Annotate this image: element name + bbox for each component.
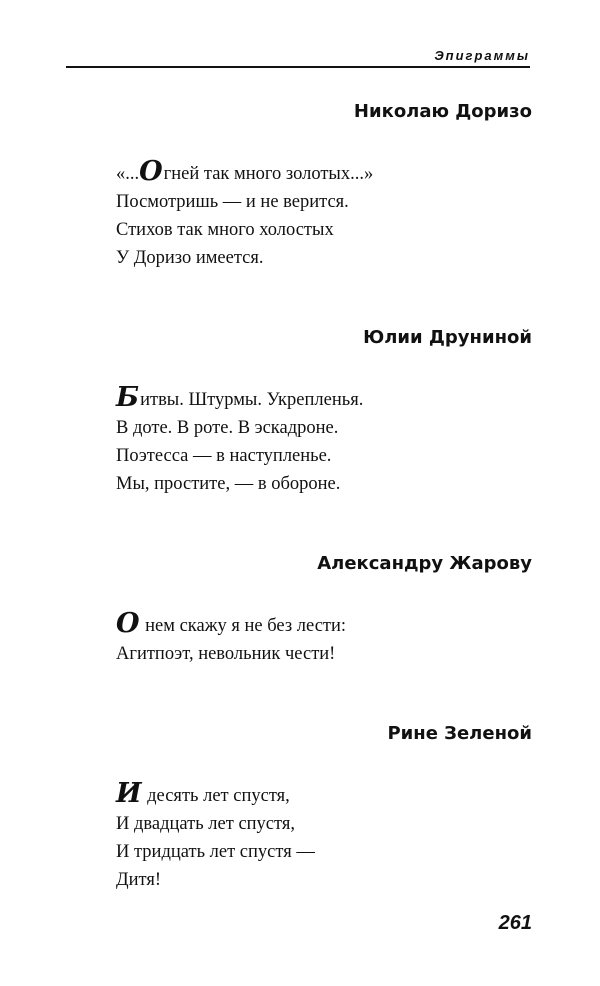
- poem-line-rest: итвы. Штурмы. Укрепленья.: [140, 390, 364, 410]
- poem-prefix: «...: [116, 164, 140, 184]
- drop-cap: И: [116, 778, 142, 809]
- poem-line: И тридцать лет спустя —: [116, 842, 315, 862]
- poem-line: Посмотришь — и не верится.: [116, 192, 349, 212]
- poem-line-rest: нем скажу я не без лести:: [140, 616, 347, 636]
- poem-line: И двадцать лет спустя,: [116, 814, 295, 834]
- poem-line-rest: десять лет спустя,: [142, 786, 290, 806]
- epigram-poem: [116, 156, 532, 272]
- epigram-poem: [116, 608, 532, 668]
- running-head-title: Эпиграммы: [434, 48, 530, 63]
- drop-cap: О: [116, 608, 140, 639]
- poem-line: Агитпоэт, невольник чести!: [116, 644, 336, 664]
- poem-line: [116, 382, 532, 414]
- epigram-title: Рине Зеленой: [387, 723, 532, 744]
- page-number: 261: [498, 912, 532, 934]
- poem-line: Дитя!: [116, 870, 162, 890]
- poem-line: У Доризо имеется.: [116, 248, 264, 268]
- epigram-zelenaya: [116, 722, 532, 894]
- poem-line: Стихов так много холостых: [116, 220, 334, 240]
- epigram-poem: [116, 382, 532, 498]
- epigram-title: Юлии Друниной: [363, 327, 532, 348]
- poem-line: [116, 608, 532, 640]
- running-head: [66, 48, 530, 68]
- drop-cap: О: [139, 156, 163, 187]
- poem-line-rest: гней так много золотых...»: [163, 164, 374, 184]
- poem-line: [116, 778, 532, 810]
- epigram-doriso: [116, 100, 532, 272]
- epigram-title: Александру Жарову: [317, 553, 532, 574]
- epigram-poem: [116, 778, 532, 894]
- poem-line: Мы, простите, — в обороне.: [116, 474, 341, 494]
- drop-cap: Б: [116, 382, 140, 413]
- epigram-title: Николаю Доризо: [353, 101, 532, 122]
- poem-line: [116, 156, 532, 188]
- epigram-drunina: [116, 326, 532, 498]
- poem-line: В доте. В роте. В эскадроне.: [116, 418, 339, 438]
- epigram-zharov: [116, 552, 532, 668]
- poem-line: Поэтесса — в наступленье.: [116, 446, 332, 466]
